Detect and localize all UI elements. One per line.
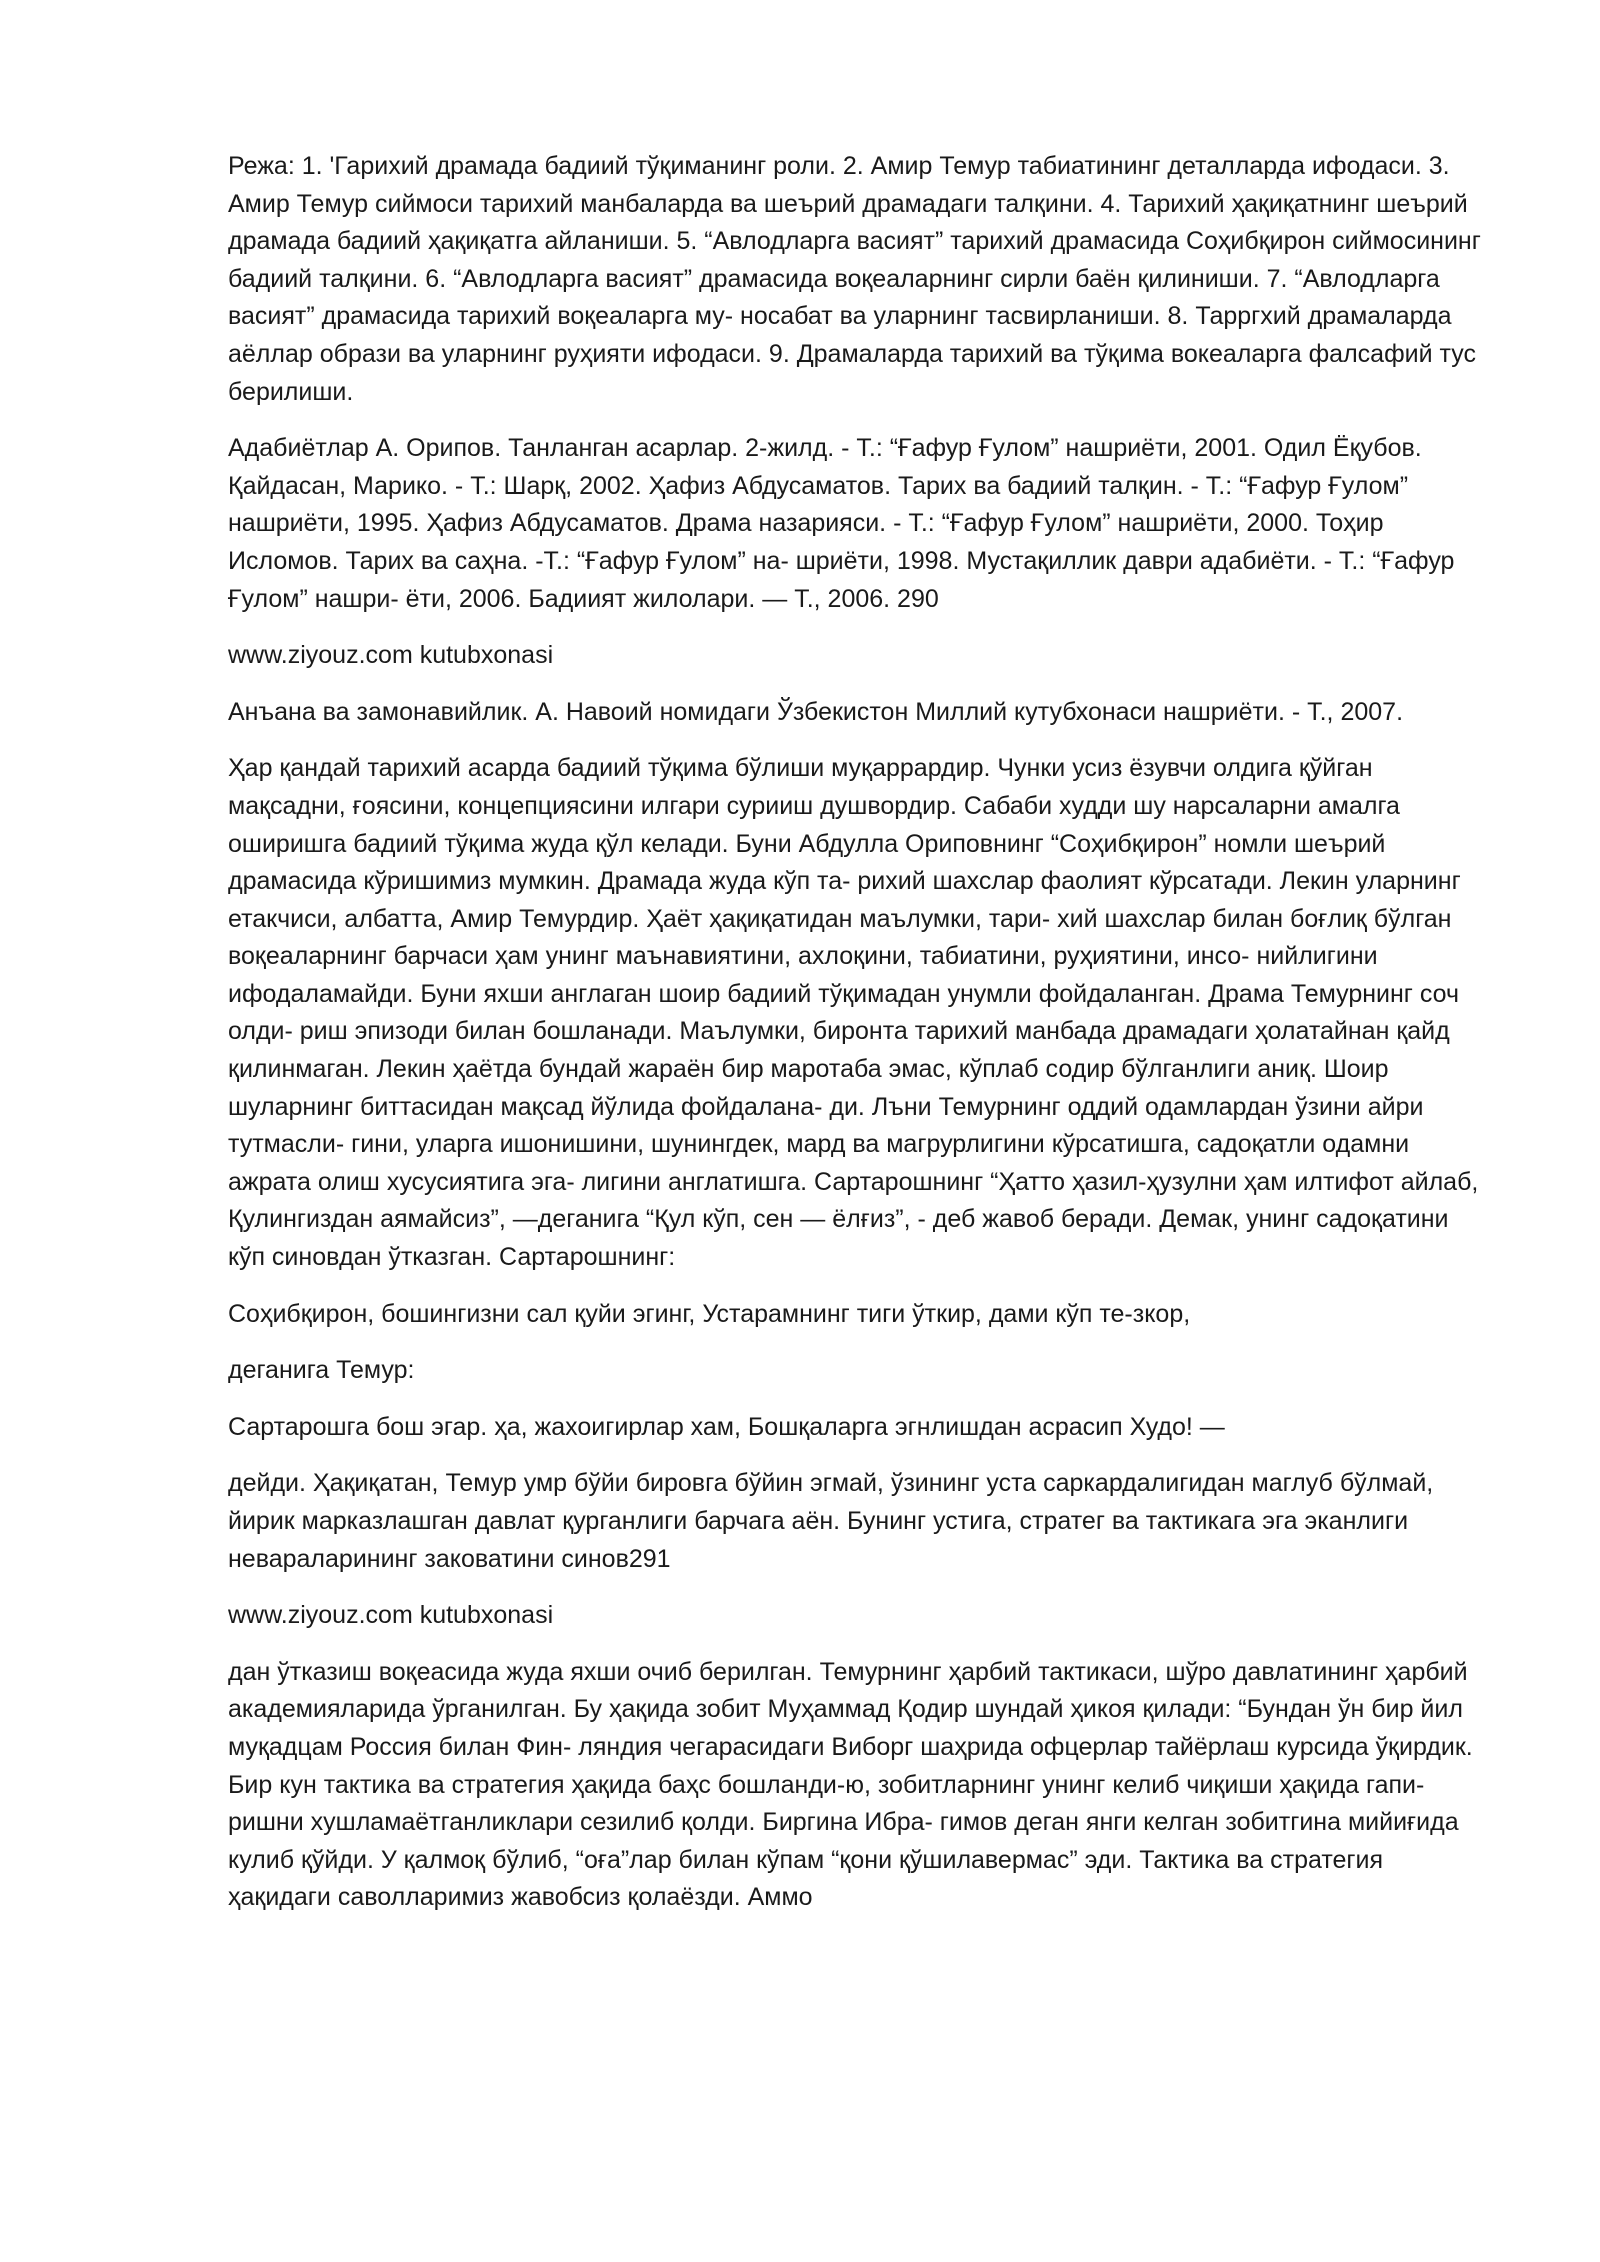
plan-paragraph: Режа: 1. 'Гарихий драмада бадиий тўқиманинг роли. 2. Амир Темур табиатининг деталларда ифодаси. 3. Амир Темур сиймоси тарихий манбаларда ва шеърий драмадаги талқини. 4. Тарихий ҳақиқатнинг шеърий драмада бадиий ҳақиқатга айланиши. 5. “Авлодларга васият” тарихий драмасида Соҳибқирон сиймосининг бадиий талқини. 6. “Авлодларга васият” драмасида воқеаларнинг сирли баён қилиниши. 7. “Авлодларга васият” драмасида тарихий воқеаларга му- носабат ва уларнинг тасвирланиши. 8. Тарргхий драмаларда аёллар образи ва уларнинг руҳияти ифодаси. 9. Драмаларда тарихий ва тўқима вокеаларга фалсафий тус берилиши.	[228, 152, 1481, 406]
body-paragraph: Ҳар қандай тарихий асарда бадиий тўқима бўлиши муқаррардир. Чунки усиз ёзувчи олдига қўйган мақсадни, ғоясини, концепциясини илгари сурииш душвордир. Сабаби худди шу нарсаларни амалга оширишга бадиий тўқима жуда қўл келади. Буни Абдулла Ориповнинг “Соҳибқирон” номли шеърий драмасида кўришимиз мумкин. Драмада жуда кўп та- рихий шахслар фаолият кўрсатади. Лекин уларнинг етакчиси, албатта, Амир Темурдир. Ҳаёт ҳақиқатидан маълумки, тари- хий шахслар билан боғлиқ бўлган воқеаларнинг барчаси ҳам унинг маънавиятини, ахлоқини, табиатини, руҳиятини, инсо- нийлигини ифодаламайди. Буни яхши англаган шоир бадиий тўқимадан унумли фойдаланган. Драма Темурнинг соч олди- риш эпизоди билан бошланади. Маълумки, биронта тарихий манбада драмадаги ҳолатайнан қайд қилинмаган. Лекин ҳаётда бундай жараён бир маротаба эмас, кўплаб содир бўлганлиги аниқ. Шоир шуларнинг биттасидан мақсад йўлида фойдалана- ди. Лъни Темурнинг оддий одамлардан ўзини айри тутмасли- гини, уларга ишонишини, шунингдек, мард ва магрурлигини кўрсатишга, садоқатли одамни ажрата олиш хусусиятига эга- лигини англатишга. Сартарошнинг “Ҳатто ҳазил-ҳузулни ҳам илтифот айлаб, Қулингиздан аямайсиз”, —деганига “Қул кўп, сен — ёлғиз”, - деб жавоб беради. Демак, унинг садоқатини кўп синовдан ўтказган. Сартарошнинг:	[228, 754, 1479, 1272]
verse-line: Соҳибқирон, бошингизни сал қуйи эгинг, Устарамнинг тиги ўткир, дами кўп те-зкор,	[228, 1299, 1191, 1328]
bibliography-paragraph: Адабиётлар А. Орипов. Танланган асарлар. 2-жилд. - Т.: “Ғафур Ғулом” нашриёти, 2001. Одил Ёқубов. Қайдасан, Марико. - Т.: Шарқ, 2002. Ҳафиз Абдусаматов. Тарих ва бадиий талқин. - Т.: “Ғафур Ғулом” нашриёти, 1995. Ҳафиз Абдусаматов. Драма назарияси. - Т.: “Ғафур Ғулом” нашриёти, 2000. Тоҳир Исломов. Тарих ва саҳна. -Т.: “Ғафур Ғулом” на- шриёти, 1998. Мустақиллик даври адабиёти. - Т.: “Ғафур Ғулом” нашри- ёти, 2006. Бадиият жилолари. — Т., 2006. 290	[228, 434, 1455, 613]
document-page	[228, 148, 1490, 1936]
body-paragraph: деганига Темур:	[228, 1356, 415, 1385]
verse-line: Сартарошга бош эгар. ҳа, жахоигирлар хам, Бошқаларга эгнлишдан асрасип Худо! —	[228, 1412, 1225, 1441]
body-paragraph: дан ўтказиш воқеасида жуда яхши очиб берилган. Темурнинг ҳарбий тактикаси, шўро давлатининг ҳарбий академияларида ўрганилган. Бу ҳақида зобит Муҳаммад Қодир шундай ҳикоя қилади: “Бундан ўн бир йил муқадцам Россия билан Фин- ляндия чегарасидаги Виборг шаҳрида офцерлар тайёрлаш курсида ўқирдик. Бир кун тактика ва стратегия ҳақида баҳс бошланди-ю, зобитларнинг унинг келиб чиқиши ҳақида гапи- ришни хушламаётганликлари сезилиб қолди. Биргина Ибра- гимов деган янги келган зобитгина мийиғида кулиб қўйди. У қалмоқ бўлиб, “оға”лар билан кўпам “қони қўшилавермас” эди. Тактика ва стратегия ҳақидаги саволларимиз жавобсиз қолаёзди. Аммо	[228, 1657, 1473, 1912]
bibliography-continuation: Анъана ва замонавийлик. А. Навоий номидаги Ўзбекистон Миллий кутубхонаси нашриёти. - Т., 2007.	[228, 697, 1404, 726]
body-paragraph: дейди. Ҳақиқатан, Темур умр бўйи бировга бўйин эгмай, ўзининг уста саркардалигидан маглуб бўлмай, йирик марказлашган давлат қурганлиги барчага аён. Бунинг устига, стратег ва тактикага эга эканлиги невараларининг заковатини синов291	[228, 1469, 1434, 1573]
source-footer: www.ziyouz.com kutubxonasi	[228, 641, 554, 670]
source-footer: www.ziyouz.com kutubxonasi	[228, 1601, 554, 1630]
